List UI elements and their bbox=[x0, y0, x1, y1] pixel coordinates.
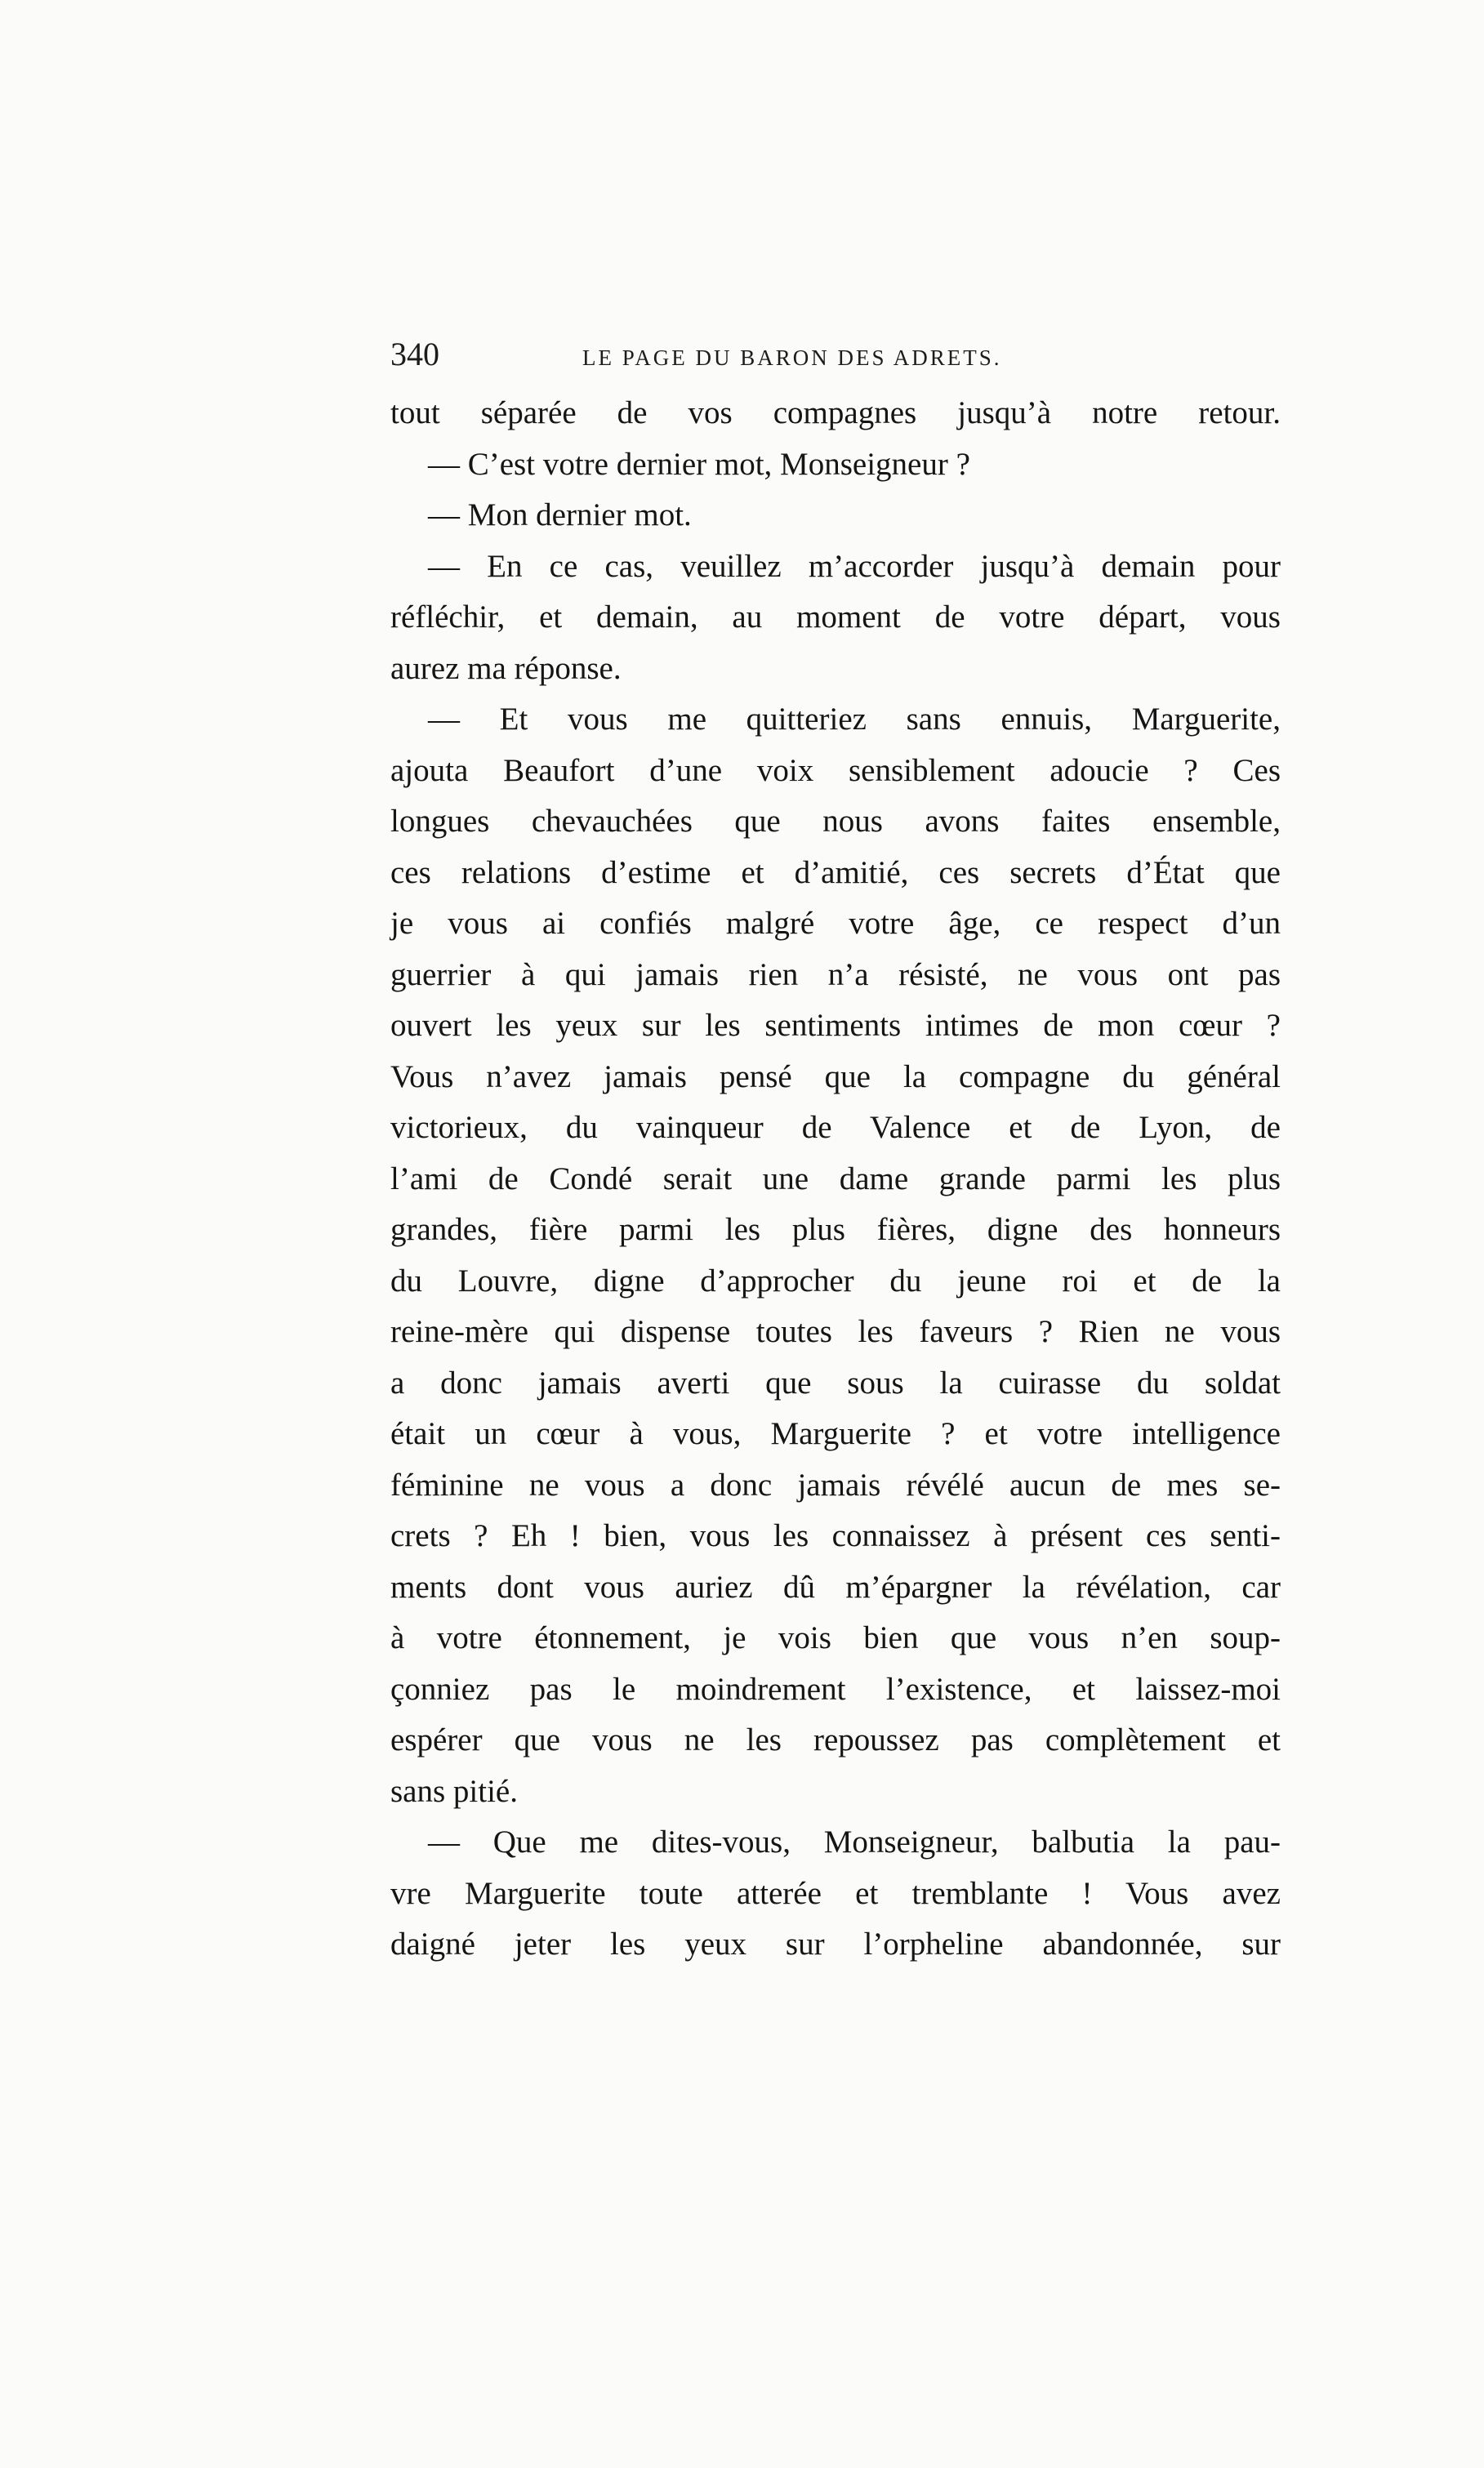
text-line: guerrier à qui jamais rien n’a résisté, ne vous ont pas bbox=[390, 956, 1281, 992]
running-title: LE PAGE DU BARON DES ADRETS. bbox=[582, 345, 1002, 370]
text-line: — Mon dernier mot. bbox=[428, 497, 692, 532]
text-line: grandes, fière parmi les plus fières, digne des honneurs bbox=[390, 1212, 1281, 1247]
text-line: était un cœur à vous, Marguerite ? et votre intelligence bbox=[390, 1416, 1281, 1451]
text-line: — Que me dites-vous, Monseigneur, balbutia la pau- bbox=[428, 1824, 1281, 1860]
page-header bbox=[390, 330, 1281, 379]
text-line: çonniez pas le moindrement l’existence, et laissez-moi bbox=[390, 1671, 1281, 1707]
text-line: espérer que vous ne les repoussez pas complètement et bbox=[390, 1722, 1281, 1757]
text-line: l’ami de Condé serait une dame grande parmi les plus bbox=[390, 1160, 1281, 1196]
text-line: je vous ai confiés malgré votre âge, ce respect d’un bbox=[390, 906, 1281, 941]
text-line: daigné jeter les yeux sur l’orpheline abandonnée, sur bbox=[390, 1927, 1281, 1962]
text-line: aurez ma réponse. bbox=[390, 650, 622, 686]
text-line: à votre étonnement, je vois bien que vous n’en soup- bbox=[390, 1620, 1281, 1655]
text-line: a donc jamais averti que sous la cuirasse du soldat bbox=[390, 1365, 1281, 1401]
text-line: féminine ne vous a donc jamais révélé aucun de mes se- bbox=[390, 1467, 1281, 1503]
text-line: — Et vous me quitteriez sans ennuis, Marguerite, bbox=[428, 702, 1281, 737]
body-text bbox=[390, 388, 1281, 1971]
text-line: ajouta Beaufort d’une voix sensiblement adoucie ? Ces bbox=[390, 752, 1281, 788]
text-line: ments dont vous auriez dû m’épargner la révélation, car bbox=[390, 1569, 1281, 1605]
text-line: — C’est votre dernier mot, Monseigneur ? bbox=[428, 446, 970, 482]
text-line: ces relations d’estime et d’amitié, ces secrets d’État que bbox=[390, 854, 1281, 890]
text-line: sans pitié. bbox=[390, 1773, 518, 1809]
text-line: victorieux, du vainqueur de Valence et de Lyon, de bbox=[390, 1110, 1281, 1145]
text-line: ouvert les yeux sur les sentiments intimes de mon cœur ? bbox=[390, 1008, 1281, 1043]
text-line: — En ce cas, veuillez m’accorder jusqu’à demain pour bbox=[428, 548, 1281, 584]
text-line: vre Marguerite toute atterée et tremblante ! Vous avez bbox=[390, 1875, 1281, 1911]
text-line: du Louvre, digne d’approcher du jeune roi et de la bbox=[390, 1263, 1281, 1299]
text-line: crets ? Eh ! bien, vous les connaissez à présent ces senti- bbox=[390, 1518, 1281, 1553]
page-number: 340 bbox=[390, 336, 439, 372]
text-line: Vous n’avez jamais pensé que la compagne du général bbox=[390, 1058, 1281, 1094]
text-line: tout séparée de vos compagnes jusqu’à notre retour. bbox=[390, 395, 1281, 430]
text-line: reine-mère qui dispense toutes les faveurs ? Rien ne vous bbox=[390, 1314, 1281, 1349]
text-line: réfléchir, et demain, au moment de votre départ, vous bbox=[390, 599, 1281, 635]
text-line: longues chevauchées que nous avons faites ensemble, bbox=[390, 804, 1281, 839]
